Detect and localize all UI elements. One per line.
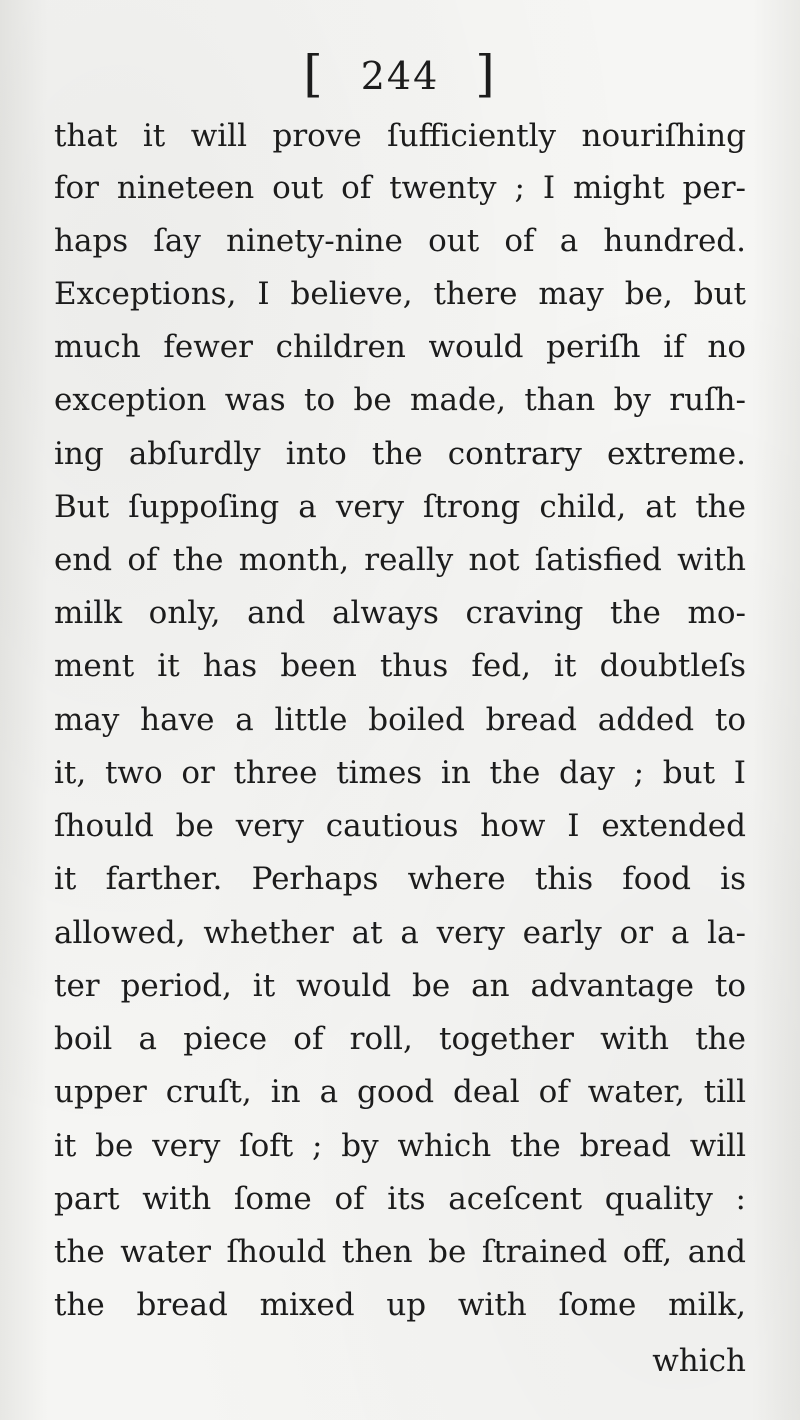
- text-line: it, two or three times in the day ; but I: [54, 755, 746, 791]
- text-line: much fewer children would periſh if no: [54, 329, 746, 365]
- text-line: But ſuppoſing a very ſtrong child, at the: [54, 489, 746, 525]
- text-line: for nineteen out of twenty ; I might per-: [54, 170, 746, 206]
- text-line: end of the month, really not ſatisfied with: [54, 542, 746, 578]
- text-line: the water ſhould then be ſtrained off, and: [54, 1234, 746, 1270]
- text-line: part with ſome of its aceſcent quality :: [54, 1181, 746, 1217]
- text-line: it be very ſoft ; by which the bread will: [54, 1128, 746, 1164]
- catchword: which: [652, 1343, 746, 1379]
- text-line: ing abſurdly into the contrary extreme.: [54, 436, 746, 472]
- text-line: exception was to be made, than by ruſh-: [54, 382, 746, 418]
- text-line: the bread mixed up with ſome milk,: [54, 1287, 746, 1323]
- bracket-close: ]: [475, 45, 497, 103]
- text-line: ter period, it would be an advantage to: [54, 968, 746, 1004]
- text-line: boil a piece of roll, together with the: [54, 1021, 746, 1057]
- text-line: allowed, whether at a very early or a la-: [54, 915, 746, 951]
- text-line: it farther. Perhaps where this food is: [54, 861, 746, 897]
- bracket-open: [: [303, 45, 325, 103]
- text-line: Exceptions, I believe, there may be, but: [54, 276, 746, 312]
- text-line: milk only, and always craving the mo-: [54, 595, 746, 631]
- text-line: may have a little boiled bread added to: [54, 702, 746, 738]
- page-header: [0, 44, 800, 104]
- text-line: that it will prove ſufficiently nouriſhing: [54, 118, 746, 154]
- text-line: ſhould be very cautious how I extended: [54, 808, 746, 844]
- text-line: upper cruſt, in a good deal of water, till: [54, 1074, 746, 1110]
- page-number: 244: [360, 54, 440, 98]
- text-line: ment it has been thus fed, it doubtleſs: [54, 648, 746, 684]
- text-line: haps ſay ninety-nine out of a hundred.: [54, 223, 746, 259]
